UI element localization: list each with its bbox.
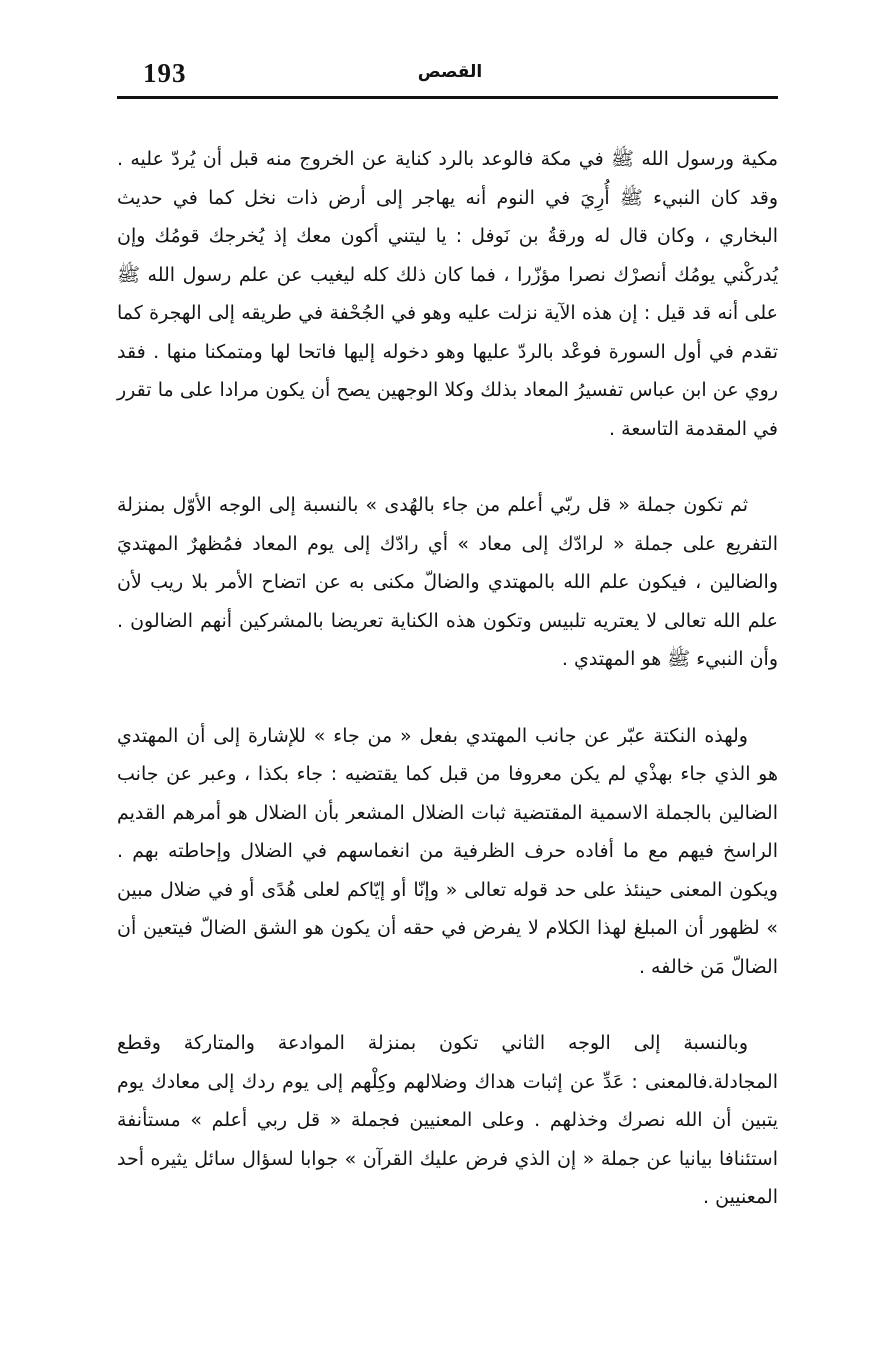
page-number: 193 — [143, 58, 187, 88]
header-rule — [117, 96, 778, 99]
running-title: القصص — [417, 62, 483, 82]
paragraph-4: وبالنسبة إلى الوجه الثاني تكون بمنزلة الموادعة والمتاركة وقطع المجادلة.فالمعنى : عَدِّ عن إثبات هداك وضلالهم وكِلْهم إلى يوم ردك إلى معادك يوم يتبين أن الله نصرك وخذلهم . وعلى المعنيين فجملة « قل ربي أعلم » مستأنفة استئنافا بيانيا عن جملة « إن الذي فرض عليك القرآن » جوابا لسؤال سائل يثيره أحد المعنيين . — [117, 1032, 778, 1208]
paragraph-2: ثم تكون جملة « قل ربّي أعلم من جاء بالهُدى » بالنسبة إلى الوجه الأوّل بمنزلة التفريع على جملة « لرادّك إلى معاد » أي رادّك إلى يوم المعاد فمُظهرٌ المهتديَ والضالين ، فيكون علم الله بالمهتدي والضالّ مكنى به عن اتضاح الأمر بلا ريب لأن علم الله تعالى لا يعتريه تلبيس وتكون هذه الكناية تعريضا بالمشركين أنهم الضالون . وأن النبيء ﷺ هو المهتدي . — [117, 494, 778, 670]
paragraph-3: ولهذه النكتة عبّر عن جانب المهتدي بفعل « من جاء » للإشارة إلى أن المهتدي هو الذي جاء بهذْي لم يكن معروفا من قبل كما يقتضيه : جاء بكذا ، وعبر عن جانب الضالين بالجملة الاسمية المقتضية ثبات الضلال المشعر بأن الضلال هو أمرهم القديم الراسخ فيهم مع ما أفاده حرف الظرفية من انغماسهم في الضلال وإحاطته بهم . ويكون المعنى حينئذ على حد قوله تعالى « وإنّا أو إيّاكم لعلى هُدًى أو في ضلال مبين » لظهور أن المبلغ لهذا الكلام لا يفرض في حقه أن يكون هو الشق الضالّ فيتعين أن الضالّ مَن خالفه . — [117, 724, 778, 978]
body-text — [117, 140, 778, 1217]
paragraph-1: مكية ورسول الله ﷺ في مكة فالوعد بالرد كناية عن الخروج منه قبل أن يُردّ عليه . وقد كان النبيء ﷺ أُرِيَ في النوم أنه يهاجر إلى أرض ذات نخل كما في حديث البخاري ، وكان قال له ورقةُ بن نَوفل : يا ليتني أكون معك إذ يُخرجك قومُك وإن يُدركْني يومُك أنصرْك نصرا مؤزّرا ، فما كان ذلك كله ليغيب عن علم رسول الله ﷺ على أنه قد قيل : إن هذه الآية نزلت عليه وهو في الجُحْفة في طريقه إلى الهجرة كما تقدم في أول السورة فوعْد بالردّ عليها وهو دخوله إليها فاتحا لها ومتمكنا منها . فقد روي عن ابن عباس تفسيرُ المعاد بذلك وكلا الوجهين يصح أن يكون مرادا على ما تقرر في المقدمة التاسعة . — [117, 148, 778, 440]
